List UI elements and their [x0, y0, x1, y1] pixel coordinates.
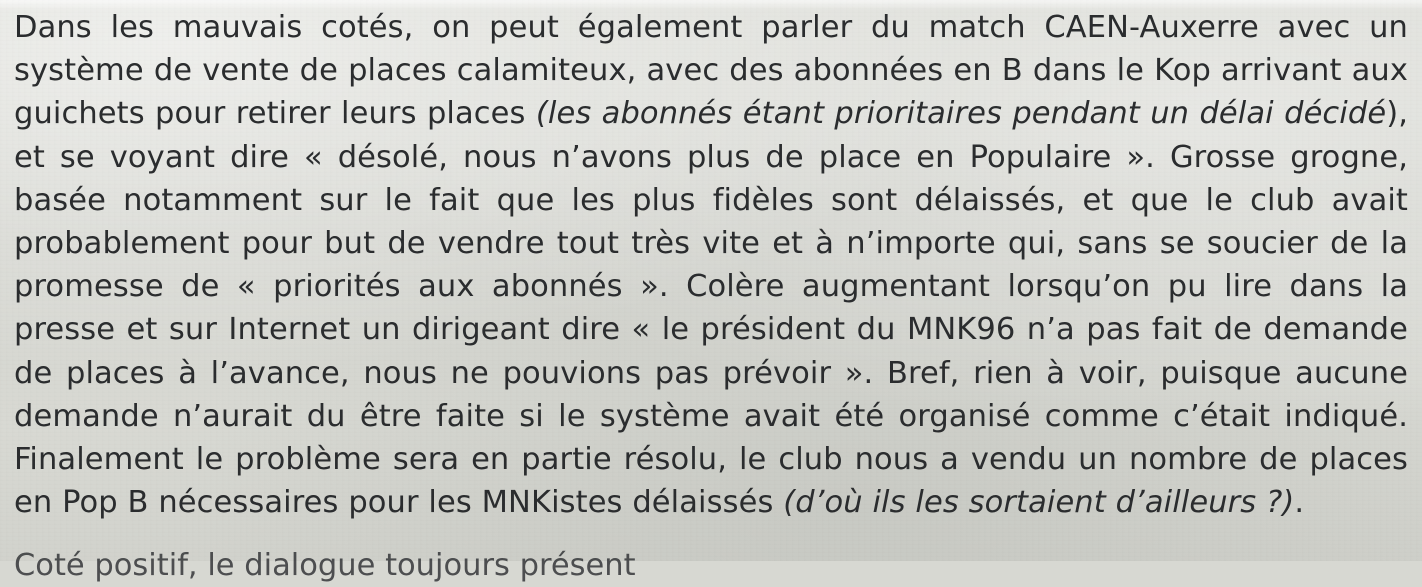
cropped-next-line: [14, 548, 1408, 583]
paragraph-block: [14, 6, 1408, 524]
paragraph-segment-1: Dans les mauvais cotés, on peut également parler du match CAEN-Auxerre avec un système de vente de places calamiteux, avec des abonnées en B dans le Kop arrivant aux guichets pour retirer leurs places: [14, 10, 1408, 132]
paragraph: [14, 6, 1408, 524]
paragraph-segment-2-italic: (les abonnés étant prioritaires pendant un délai décidé: [535, 96, 1387, 132]
paragraph-segment-3: ), et se voyant dire « désolé, nous n’avons plus de place en Populaire ». Grosse grogne, basée notamment sur le fait que les plus fidèles sont délaissés, et que le club avait probablement pour but de vendre tout très vite et à n’importe qui, sans se soucier de la promesse de « priorités aux abonnés ». Colère augmentant lorsqu’on pu lire dans la presse et sur Internet un dirigeant dire « le président du MNK96 n’a pas fait de demande de places à l’avance, nous ne pouvions pas prévoir ». Bref, rien à voir, puisque aucune demande n’aurait du être faite si le système avait été organisé comme c’était indiqué. Finalement le problème sera en partie résolu, le club nous a vendu un nombre de places en Pop B nécessaires pour les MNKistes délaissés: [14, 96, 1408, 521]
cropped-next-line-text: Coté positif, le dialogue toujours présent: [14, 548, 636, 583]
paragraph-segment-5: .: [1294, 485, 1305, 521]
paragraph-segment-4-italic: (d’où ils les sortaient d’ailleurs ?): [783, 485, 1295, 521]
